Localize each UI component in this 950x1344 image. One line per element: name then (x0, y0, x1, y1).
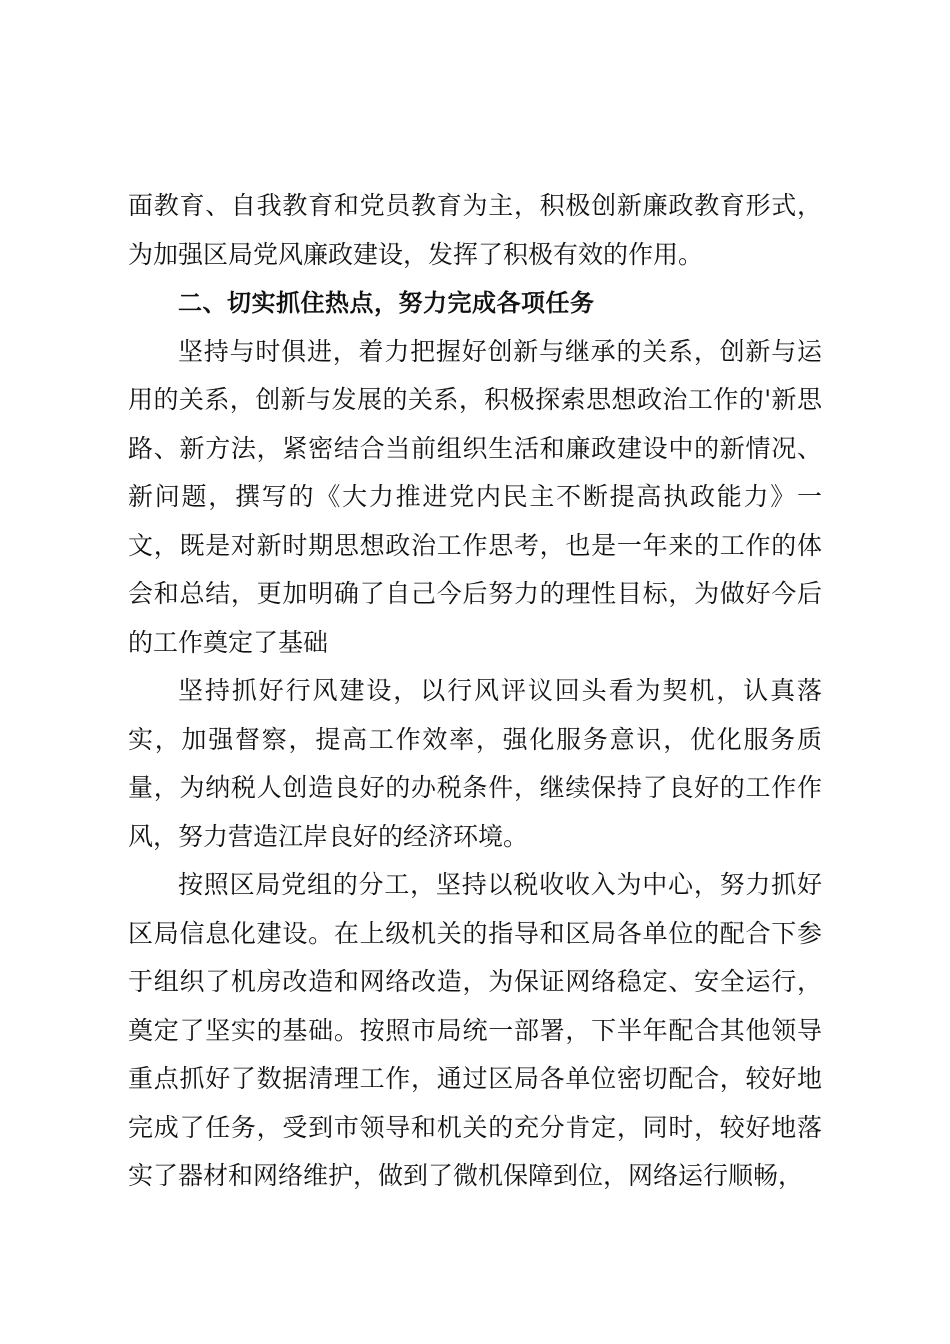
paragraph-informatization: 按照区局党组的分工，坚持以税收收入为中心，努力抓好区局信息化建设。在上级机关的指导和区局各单位的配合下参于组织了机房改造和网络改造，为保证网络稳定、安全运行，奠定了坚实的基础。按照市局统一部署，下半年配合其他领导重点抓好了数据清理工作，通过区局各单位密切配合，较好地完成了任务，受到市领导和机关的充分肯定，同时，较好地落实了器材和网络维护，做到了微机保障到位，网络运行顺畅， (128, 870, 822, 1190)
paragraph-innovation: 坚持与时俱进，着力把握好创新与继承的关系，创新与运用的关系，创新与发展的关系，积极探索思想政治工作的'新思路、新方法，紧密结合当前组织生活和廉政建设中的新情况、新问题，撰写的《大力推进党内民主不断提高执政能力》一文，既是对新时期思想政治工作思考，也是一年来的工作的体会和总结，更加明确了自己今后努力的理性目标，为做好今后的工作奠定了基础 (128, 336, 822, 657)
section-heading: 二、切实抓住热点，努力完成各项任务 (178, 289, 595, 317)
document-body (128, 182, 822, 1201)
paragraph-conduct: 坚持抓好行风建设，以行风评议回头看为契机，认真落实，加强督察，提高工作效率，强化服务意识，优化服务质量，为纳税人创造良好的办税条件，继续保持了良好的工作作风，努力营造江岸良好的经济环境。 (128, 676, 822, 851)
paragraph-continued: 面教育、自我教育和党员教育为主，积极创新廉政教育形式，为加强区局党风廉政建设，发挥了积极有效的作用。 (128, 191, 822, 269)
